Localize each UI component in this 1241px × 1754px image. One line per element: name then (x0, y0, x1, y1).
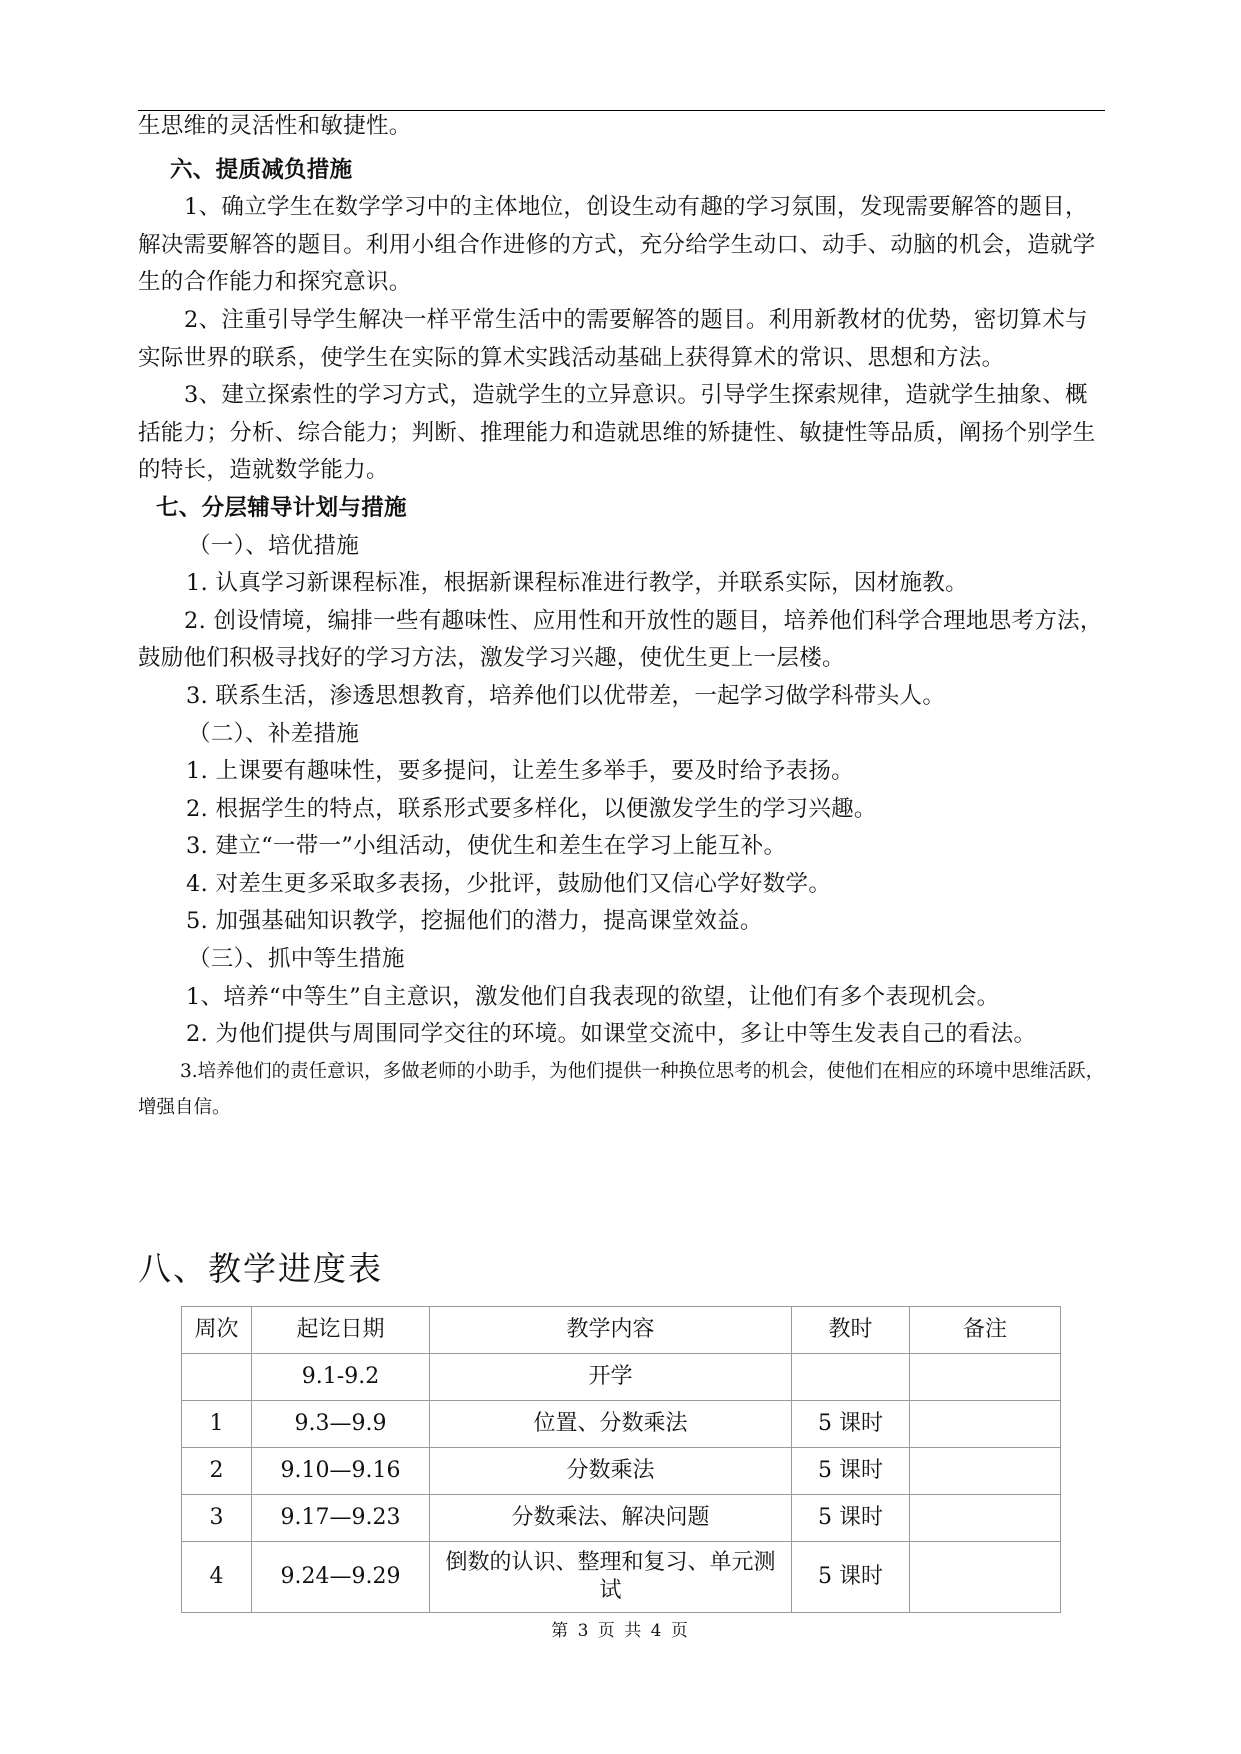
cell-week: 1 (182, 1401, 252, 1448)
column-header-hours: 教时 (792, 1307, 910, 1354)
cell-hours: 5 课时 (792, 1401, 910, 1448)
schedule-table (181, 1306, 1061, 1613)
cell-content: 开学 (430, 1354, 792, 1401)
list-item-text: 3.培养他们的责任意识，多做老师的小助手，为他们提供一种换位思考的机会，使他们在相应的环境中思维活跃，增强自信。 (138, 1060, 1105, 1118)
cell-dates: 9.10—9.16 (252, 1448, 430, 1495)
cell-content: 位置、分数乘法 (430, 1401, 792, 1448)
list-item: 3. 建立“一带一”小组活动，使优生和差生在学习上能互补。 (186, 833, 787, 860)
table-row (182, 1401, 1061, 1448)
column-header-week: 周次 (182, 1307, 252, 1354)
section-8-heading: 八、教学进度表 (138, 1252, 383, 1288)
column-header-content: 教学内容 (430, 1307, 792, 1354)
list-item: 1、培养“中等生”自主意识，激发他们自我表现的欲望，让他们有多个表现机会。 (186, 983, 1000, 1010)
section-6-paragraph: 2、注重引导学生解决一样平常生活中的需要解答的题目。利用新教材的优势，密切算术与实际世界的联系，使学生在实际的算术实践活动基础上获得算术的常识、思想和方法。 (138, 306, 1088, 371)
table-row (182, 1354, 1061, 1401)
list-item: 5. 加强基础知识教学，挖掘他们的潜力，提高课堂效益。 (186, 908, 763, 935)
table-row (182, 1448, 1061, 1495)
subsection-title: （一）、培优措施 (188, 532, 360, 559)
cell-dates: 9.24—9.29 (252, 1542, 430, 1613)
section-7-heading: 七、分层辅导计划与措施 (156, 494, 407, 521)
cell-week (182, 1354, 252, 1401)
page-number-footer: 第 3 页 共 4 页 (551, 1621, 690, 1641)
cell-content: 分数乘法、解决问题 (430, 1495, 792, 1542)
list-item: 2. 为他们提供与周围同学交往的环境。如课堂交流中，多让中等生发表自己的看法。 (186, 1021, 1037, 1048)
cell-hours: 5 课时 (792, 1542, 910, 1613)
section-6-paragraph: 3、建立探索性的学习方式，造就学生的立异意识。引导学生探索规律，造就学生抽象、概括能力；分析、综合能力；判断、推理能力和造就思维的矫捷性、敏捷性等品质，阐扬个别学生的特长，造就数学能力。 (138, 382, 1096, 484)
cell-dates: 9.17—9.23 (252, 1495, 430, 1542)
section-6-heading: 六、提质减负措施 (170, 156, 353, 183)
cell-week: 2 (182, 1448, 252, 1495)
cell-dates: 9.3—9.9 (252, 1401, 430, 1448)
section-6-paragraph: 1、确立学生在数学学习中的主体地位，创设生动有趣的学习氛围，发现需要解答的题目，解决需要解答的题目。利用小组合作进修的方式，充分给学生动口、动手、动脑的机会，造就学生的合作能力和探究意识。 (138, 194, 1096, 296)
cell-notes (910, 1495, 1061, 1542)
cell-notes (910, 1448, 1061, 1495)
cell-hours (792, 1354, 910, 1401)
cell-hours: 5 课时 (792, 1448, 910, 1495)
column-header-notes: 备注 (910, 1307, 1061, 1354)
cell-dates: 9.1-9.2 (252, 1354, 430, 1401)
list-item-small (138, 1054, 1105, 1126)
table-row (182, 1542, 1061, 1613)
cell-content: 分数乘法 (430, 1448, 792, 1495)
cell-week: 3 (182, 1495, 252, 1542)
intro-tail: 生思维的灵活性和敏捷性。 (138, 113, 412, 139)
list-item: 2. 创设情境，编排一些有趣味性、应用性和开放性的题目，培养他们科学合理地思考方法，鼓励他们积极寻找好的学习方法，激发学习兴趣，使优生更上一层楼。 (138, 607, 1103, 672)
subsection-title: （二）、补差措施 (188, 720, 360, 747)
list-item: 4. 对差生更多采取多表扬，少批评，鼓励他们又信心学好数学。 (186, 870, 832, 897)
cell-notes (910, 1401, 1061, 1448)
list-item: 1. 上课要有趣味性，要多提问，让差生多举手，要及时给予表扬。 (186, 758, 854, 785)
table-row (182, 1495, 1061, 1542)
subsection-title: （三）、抓中等生措施 (188, 946, 405, 973)
document-body (138, 108, 1105, 1126)
list-item: 1. 认真学习新课程标准，根据新课程标准进行教学，并联系实际，因材施教。 (186, 570, 968, 597)
cell-notes (910, 1354, 1061, 1401)
cell-hours: 5 课时 (792, 1495, 910, 1542)
section-6-paragraphs (138, 189, 1105, 490)
list-item: 3. 联系生活，渗透思想教育，培养他们以优带差，一起学习做学科带头人。 (186, 682, 946, 709)
list-item: 2. 根据学生的特点，联系形式要多样化，以便激发学生的学习兴趣。 (186, 795, 877, 822)
cell-notes (910, 1542, 1061, 1613)
cell-content: 倒数的认识、整理和复习、单元测试 (430, 1542, 792, 1613)
table-header-row (182, 1307, 1061, 1354)
column-header-dates: 起讫日期 (252, 1307, 430, 1354)
cell-week: 4 (182, 1542, 252, 1613)
